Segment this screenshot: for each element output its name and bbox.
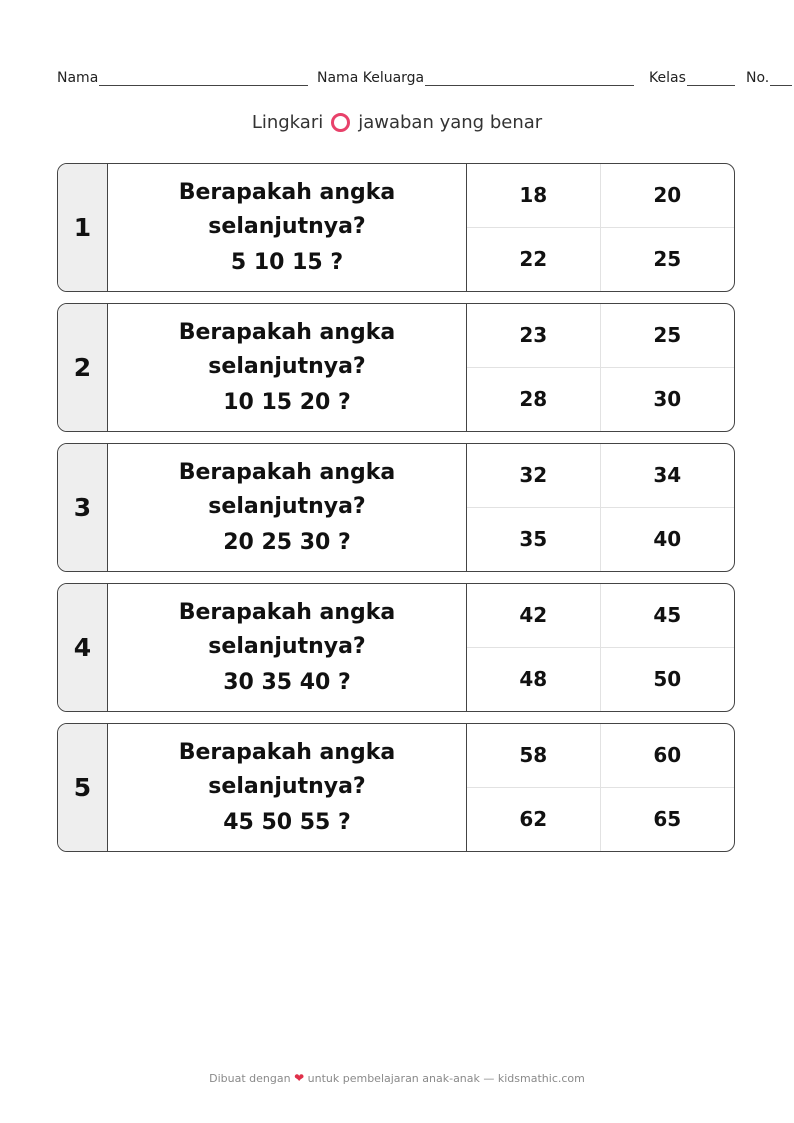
question-prompt-line: Berapakah angka	[178, 319, 396, 345]
kelas-field[interactable]	[649, 68, 735, 86]
question-prompt-line: Berapakah angka	[178, 179, 396, 205]
answer-option[interactable]: 25	[601, 304, 735, 368]
instruction-before: Lingkari	[251, 112, 324, 133]
no-line[interactable]	[770, 71, 792, 86]
question-prompt-line: selanjutnya?	[208, 773, 366, 799]
heart-icon: ❤	[294, 1071, 305, 1085]
answer-option[interactable]: 35	[467, 508, 601, 572]
question-prompt-line: selanjutnya?	[208, 213, 366, 239]
question-prompt-line: selanjutnya?	[208, 493, 366, 519]
footer-before: Dibuat dengan	[209, 1072, 291, 1085]
instruction	[0, 112, 794, 133]
footer	[0, 1071, 794, 1085]
no-field[interactable]	[746, 68, 792, 86]
question-card	[57, 163, 735, 292]
question-number: 3	[58, 444, 108, 571]
answer-option[interactable]: 65	[653, 807, 682, 832]
question-text	[108, 444, 467, 571]
question-text	[108, 164, 467, 291]
answer-option[interactable]: 23	[467, 304, 601, 368]
question-number: 2	[58, 304, 108, 431]
question-text	[108, 304, 467, 431]
question-sequence: 20 25 30 ?	[223, 529, 351, 555]
question-prompt-line: Berapakah angka	[178, 459, 396, 485]
question-number: 4	[58, 584, 108, 711]
question-prompt-line: selanjutnya?	[208, 353, 366, 379]
nama-label: Nama	[57, 70, 99, 86]
kelas-line[interactable]	[687, 71, 735, 86]
student-info-header	[57, 68, 794, 88]
nama-line[interactable]	[99, 71, 308, 86]
question-sequence: 45 50 55 ?	[223, 809, 351, 835]
answer-option[interactable]: 60	[601, 724, 735, 788]
question-number: 5	[58, 724, 108, 851]
nama-keluarga-label: Nama Keluarga	[317, 70, 425, 86]
answer-options	[467, 164, 734, 291]
question-card	[57, 443, 735, 572]
question-card	[57, 303, 735, 432]
nama-keluarga-field[interactable]	[317, 68, 634, 86]
question-sequence: 30 35 40 ?	[223, 669, 351, 695]
question-card	[57, 723, 735, 852]
answer-option[interactable]: 18	[467, 164, 601, 228]
answer-option[interactable]: 42	[467, 584, 601, 648]
answer-option[interactable]: 20	[601, 164, 735, 228]
answer-options	[467, 724, 734, 851]
question-card	[57, 583, 735, 712]
answer-option[interactable]: 50	[653, 667, 682, 692]
answer-options	[467, 444, 734, 571]
question-prompt-line: selanjutnya?	[208, 633, 366, 659]
answer-option[interactable]: 22	[467, 228, 601, 292]
footer-after: untuk pembelajaran anak-anak — kidsmathic.com	[307, 1072, 585, 1085]
answer-option[interactable]: 45	[601, 584, 735, 648]
nama-keluarga-line[interactable]	[425, 71, 634, 86]
question-text	[108, 584, 467, 711]
question-sequence: 5 10 15 ?	[230, 249, 344, 275]
question-prompt-line: Berapakah angka	[178, 599, 396, 625]
answer-option[interactable]: 48	[467, 648, 601, 712]
instruction-after: jawaban yang benar	[358, 112, 543, 133]
answer-option[interactable]: 58	[467, 724, 601, 788]
answer-option[interactable]: 34	[601, 444, 735, 508]
answer-option[interactable]: 40	[653, 527, 682, 552]
answer-option[interactable]: 30	[653, 387, 682, 412]
circle-icon	[331, 113, 350, 132]
no-label: No.	[746, 70, 770, 86]
question-sequence: 10 15 20 ?	[223, 389, 351, 415]
question-prompt-line: Berapakah angka	[178, 739, 396, 765]
answer-options	[467, 304, 734, 431]
answer-options	[467, 584, 734, 711]
nama-field[interactable]	[57, 68, 308, 86]
answer-option[interactable]: 32	[467, 444, 601, 508]
question-text	[108, 724, 467, 851]
question-number: 1	[58, 164, 108, 291]
kelas-label: Kelas	[649, 70, 686, 86]
answer-option[interactable]: 25	[653, 247, 682, 272]
answer-option[interactable]: 62	[467, 788, 601, 852]
answer-option[interactable]: 28	[467, 368, 601, 432]
